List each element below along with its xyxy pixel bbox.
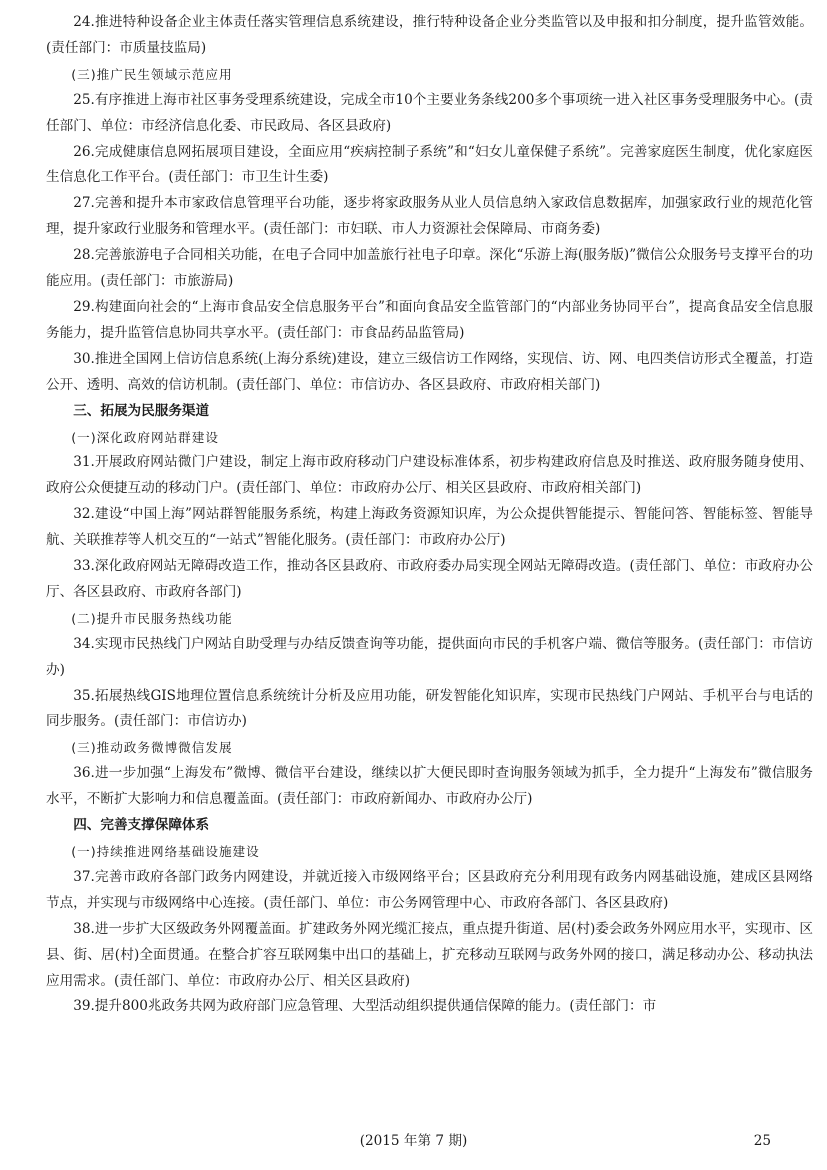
paragraph-p31: 31.开展政府网站微门户建设，制定上海市政府移动门户建设标准体系，初步构建政府信息及时推送、政府服务随身使用、政府公众便捷互动的移动门户。(责任部门、单位：市政府办公厅、相关区县政府、市政府相关部门) [46,454,813,497]
page-footer [0,1128,827,1154]
paragraph-p30: 30.推进全国网上信访信息系统(上海分系统)建设，建立三级信访工作网络，实现信、访、网、电四类信访形式全覆盖，打造公开、透明、高效的信访机制。(责任部门、单位：市信访办、各区县政府、市政府相关部门) [46,350,813,393]
subsection-heading-h3-3: (三)推广民生领域示范应用 [71,66,233,82]
paragraph-p24: 24.推进特种设备企业主体责任落实管理信息系统建设，推行特种设备企业分类监管以及申报和扣分制度，提升监管效能。(责任部门：市质量技监局) [46,14,813,56]
paragraph-p34: 34.实现市民热线门户网站自助受理与办结反馈查询等功能，提供面向市民的手机客户端、微信等服务。(责任部门：市信访办) [46,635,813,678]
subsection-heading-h4-1: (一)持续推进网络基础设施建设 [71,844,260,859]
subsection-heading-h3-2: (二)提升市民服务热线功能 [71,610,233,626]
section-heading-s4: 四、完善支撑保障体系 [73,817,210,834]
page-number: 25 [753,1133,771,1149]
paragraph-p28: 28.完善旅游电子合同相关功能，在电子合同中加盖旅行社电子印章。深化“乐游上海(服务版)”微信公众服务号支撑平台的功能应用。(责任部门：市旅游局) [46,247,813,290]
paragraph-p39: 39.提升800兆政务共网为政府部门应急管理、大型活动组织提供通信保障的能力。(责任部门：市 [73,998,657,1015]
paragraph-p26: 26.完成健康信息网拓展项目建设，全面应用“疾病控制子系统”和“妇女儿童保健子系统”。完善家庭医生制度，优化家庭医生信息化工作平台。(责任部门：市卫生计生委) [46,143,813,186]
paragraph-p33: 33.深化政府网站无障碍改造工作，推动各区县政府、市政府委办局实现全网站无障碍改造。(责任部门、单位：市政府办公厅、各区县政府、市政府各部门) [46,558,813,600]
paragraph-p38: 38.进一步扩大区级政务外网覆盖面。扩建政务外网光缆汇接点，重点提升街道、居(村)委会政务外网应用水平，实现市、区县、街、居(村)全面贯通。在整合扩容互联网集中出口的基础上，扩充移动互联网与政务外网的接口，满足移动办公、移动执法应用需求。(责任部门、单位：市政府办公厅、相关区县政府) [46,920,813,989]
paragraph-p37: 37.完善市政府各部门政务内网建设，并就近接入市级网络平台；区县政府充分利用现有政务内网基础设施，建成区县网络节点，并实现与市级网络中心连接。(责任部门、单位：市公务网管理中心、市政府各部门、各区县政府) [46,868,813,911]
paragraph-p36: 36.进一步加强“上海发布”微博、微信平台建设，继续以扩大便民即时查询服务领域为抓手，全力提升“上海发布”微信服务水平，不断扩大影响力和信息覆盖面。(责任部门：市政府新闻办、市政府办公厅) [46,765,813,808]
paragraph-p29: 29.构建面向社会的“上海市食品安全信息服务平台”和面向食品安全监管部门的“内部业务协同平台”，提高食品安全信息服务能力，提升监管信息协同共享水平。(责任部门：市食品药品监管局) [46,298,813,341]
paragraph-p27: 27.完善和提升本市家政信息管理平台功能，逐步将家政服务从业人员信息纳入家政信息数据库，加强家政行业的规范化管理，提升家政行业服务和管理水平。(责任部门：市妇联、市人力资源社会保障局、市商务委) [46,195,813,238]
paragraph-p25: 25.有序推进上海市社区事务受理系统建设，完成全市10个主要业务条线200多个事项统一进入社区事务受理服务中心。(责任部门、单位：市经济信息化委、市民政局、各区县政府) [46,91,813,134]
subsection-heading-h3-3b: (三)推动政务微博微信发展 [71,740,233,756]
issue-label: (2015 年第 7 期) [359,1133,468,1149]
body-text [46,10,813,1020]
paragraph-p35: 35.拓展热线GIS地理位置信息系统统计分析及应用功能，研发智能化知识库，实现市民热线门户网站、手机平台与电话的同步服务。(责任部门：市信访办) [46,687,813,730]
paragraph-p32: 32.建设“中国上海”网站群智能服务系统，构建上海政务资源知识库，为公众提供智能提示、智能问答、智能标签、智能导航、关联推荐等人机交互的“一站式”智能化服务。(责任部门：市政府办公厅) [46,506,813,549]
section-heading-s3: 三、拓展为民服务渠道 [73,402,210,419]
subsection-heading-h3-1: (一)深化政府网站群建设 [71,429,219,445]
